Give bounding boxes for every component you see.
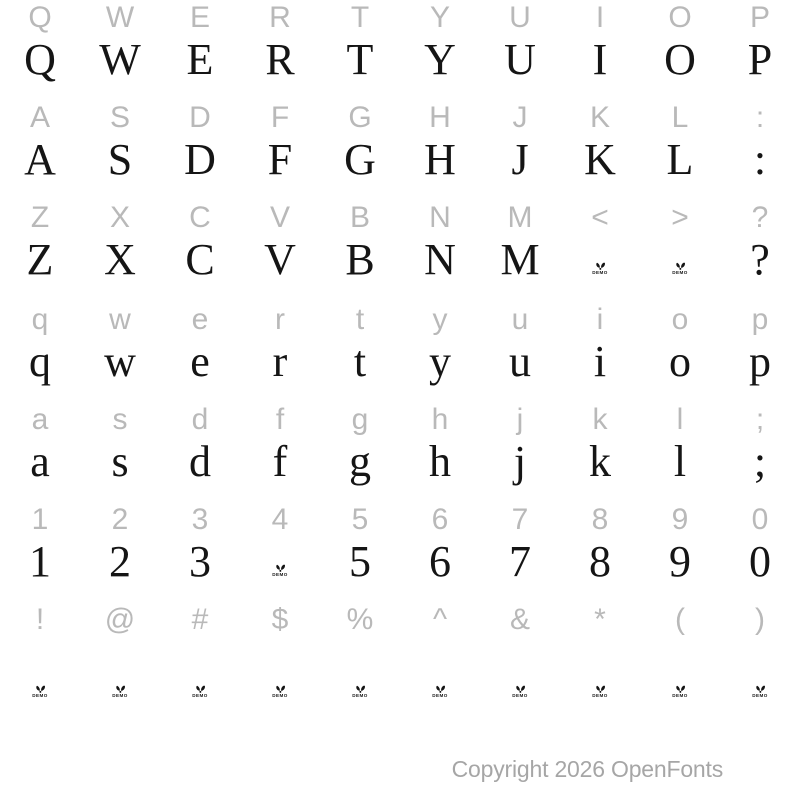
reference-glyph: R xyxy=(269,1,291,34)
specimen-glyph: E xyxy=(186,35,214,84)
reference-glyph: s xyxy=(112,403,128,436)
demo-glyph-cell xyxy=(160,661,240,705)
demo-placeholder-glyph xyxy=(592,683,608,699)
specimen-glyph: 5 xyxy=(349,537,371,586)
reference-glyph: U xyxy=(509,1,531,34)
reference-glyph: K xyxy=(589,101,610,134)
reference-glyph: B xyxy=(349,201,370,234)
specimen-glyph: F xyxy=(267,135,293,184)
reference-glyph: ( xyxy=(675,603,685,636)
reference-glyph: r xyxy=(275,303,285,336)
specimen-glyph: 6 xyxy=(429,537,451,586)
demo-label: DEMO xyxy=(432,693,448,698)
specimen-glyph: : xyxy=(753,135,767,184)
demo-label: DEMO xyxy=(592,270,608,275)
reference-glyph: ^ xyxy=(432,603,448,636)
specimen-glyph: 7 xyxy=(509,537,531,586)
specimen-glyph: l xyxy=(673,437,687,486)
reference-glyph: I xyxy=(595,1,605,34)
specimen-row xyxy=(0,437,800,486)
specimen-glyph: U xyxy=(504,35,536,84)
reference-glyph: J xyxy=(512,101,528,134)
reference-glyph: 8 xyxy=(591,503,609,536)
demo-leaf-ornament-icon xyxy=(673,683,688,693)
demo-leaf-ornament-icon xyxy=(673,260,688,270)
specimen-glyph: Q xyxy=(24,35,56,84)
demo-label: DEMO xyxy=(672,693,688,698)
reference-glyph: # xyxy=(191,603,209,636)
reference-glyph: u xyxy=(511,303,529,336)
reference-glyph: < xyxy=(591,201,609,234)
specimen-glyph: ? xyxy=(750,235,770,284)
specimen-glyph: Y xyxy=(424,35,456,84)
specimen-glyph: i xyxy=(593,337,607,386)
demo-placeholder-glyph xyxy=(272,683,288,699)
specimen-glyph: V xyxy=(264,235,296,284)
reference-glyph: @ xyxy=(104,603,136,636)
demo-label: DEMO xyxy=(352,693,368,698)
specimen-glyph: W xyxy=(99,35,141,84)
demo-placeholder-glyph xyxy=(512,683,528,699)
specimen-glyph: G xyxy=(344,135,376,184)
reference-glyph: F xyxy=(270,101,290,134)
demo-placeholder-glyph xyxy=(592,260,608,276)
specimen-glyph: t xyxy=(353,337,367,386)
demo-glyph-cell xyxy=(80,661,160,705)
demo-glyph-cell xyxy=(720,661,800,705)
reference-row xyxy=(0,505,800,535)
specimen-glyph: 9 xyxy=(669,537,691,586)
demo-glyph-cell xyxy=(640,238,720,282)
reference-glyph: A xyxy=(29,101,50,134)
reference-glyph: > xyxy=(671,201,689,234)
demo-placeholder-glyph xyxy=(432,683,448,699)
specimen-glyph: 8 xyxy=(589,537,611,586)
specimen-row xyxy=(0,235,800,284)
reference-glyph: 5 xyxy=(351,503,369,536)
specimen-glyph: H xyxy=(424,135,456,184)
demo-glyph-cell xyxy=(240,661,320,705)
reference-glyph: & xyxy=(509,603,530,636)
demo-glyph-cell xyxy=(400,661,480,705)
specimen-glyph: q xyxy=(29,337,51,386)
specimen-row xyxy=(0,35,800,84)
reference-glyph: ! xyxy=(35,603,45,636)
demo-placeholder-glyph xyxy=(672,683,688,699)
specimen-row xyxy=(0,537,800,586)
reference-glyph: j xyxy=(516,403,524,436)
reference-glyph: Z xyxy=(30,201,50,234)
reference-glyph: P xyxy=(749,1,770,34)
demo-leaf-ornament-icon xyxy=(753,683,768,693)
reference-glyph: d xyxy=(191,403,209,436)
reference-glyph: y xyxy=(432,303,448,336)
specimen-glyph: R xyxy=(265,35,295,84)
demo-placeholder-glyph xyxy=(192,683,208,699)
specimen-glyph: h xyxy=(429,437,451,486)
reference-glyph: 1 xyxy=(31,503,49,536)
copyright-text: Copyright 2026 OpenFonts xyxy=(451,756,723,782)
reference-glyph: * xyxy=(594,603,606,636)
specimen-glyph: T xyxy=(346,35,374,84)
reference-glyph: : xyxy=(755,101,765,134)
reference-glyph: 3 xyxy=(191,503,209,536)
reference-glyph: a xyxy=(31,403,49,436)
reference-glyph: % xyxy=(346,603,374,636)
demo-placeholder-glyph xyxy=(752,683,768,699)
reference-glyph: k xyxy=(592,403,608,436)
specimen-glyph: K xyxy=(584,135,616,184)
reference-glyph: 4 xyxy=(271,503,289,536)
demo-glyph-cell xyxy=(480,661,560,705)
demo-label: DEMO xyxy=(272,572,288,577)
specimen-row xyxy=(0,337,800,386)
demo-placeholder-glyph xyxy=(32,683,48,699)
specimen-glyph: ; xyxy=(753,437,767,486)
specimen-row xyxy=(0,661,800,705)
reference-glyph: L xyxy=(671,101,689,134)
demo-label: DEMO xyxy=(272,693,288,698)
reference-glyph: M xyxy=(507,201,533,234)
reference-glyph: 0 xyxy=(751,503,769,536)
reference-glyph: 7 xyxy=(511,503,529,536)
reference-glyph: f xyxy=(275,403,285,436)
reference-glyph: O xyxy=(668,1,692,34)
reference-glyph: V xyxy=(269,201,290,234)
demo-glyph-cell xyxy=(320,661,400,705)
reference-glyph: S xyxy=(109,101,130,134)
reference-glyph: G xyxy=(348,101,372,134)
specimen-glyph: O xyxy=(664,35,696,84)
specimen-glyph: e xyxy=(190,337,210,386)
reference-glyph: 9 xyxy=(671,503,689,536)
specimen-glyph: J xyxy=(511,135,529,184)
specimen-glyph: I xyxy=(592,35,608,84)
demo-leaf-ornament-icon xyxy=(353,683,368,693)
demo-label: DEMO xyxy=(752,693,768,698)
reference-glyph: W xyxy=(105,1,135,34)
specimen-glyph: y xyxy=(429,337,451,386)
specimen-glyph: p xyxy=(749,337,771,386)
reference-glyph: i xyxy=(596,303,604,336)
specimen-glyph: o xyxy=(669,337,691,386)
reference-glyph: ; xyxy=(755,403,765,436)
demo-label: DEMO xyxy=(112,693,128,698)
reference-glyph: o xyxy=(671,303,689,336)
specimen-glyph: s xyxy=(111,437,129,486)
specimen-glyph: k xyxy=(589,437,611,486)
reference-glyph: g xyxy=(351,403,369,436)
reference-glyph: h xyxy=(431,403,449,436)
specimen-glyph: g xyxy=(349,437,371,486)
reference-glyph: e xyxy=(191,303,209,336)
reference-row xyxy=(0,3,800,33)
reference-glyph: 6 xyxy=(431,503,449,536)
reference-glyph: 2 xyxy=(111,503,129,536)
reference-glyph: X xyxy=(109,201,130,234)
reference-glyph: Q xyxy=(28,1,52,34)
reference-glyph: E xyxy=(189,1,210,34)
demo-leaf-ornament-icon xyxy=(593,683,608,693)
specimen-glyph: j xyxy=(513,437,527,486)
demo-glyph-cell xyxy=(560,661,640,705)
demo-placeholder-glyph xyxy=(112,683,128,699)
specimen-glyph: Z xyxy=(26,235,54,284)
reference-row xyxy=(0,405,800,435)
reference-glyph: H xyxy=(429,101,451,134)
specimen-glyph: B xyxy=(345,235,375,284)
specimen-glyph: u xyxy=(509,337,531,386)
demo-leaf-ornament-icon xyxy=(513,683,528,693)
specimen-glyph: a xyxy=(30,437,50,486)
specimen-glyph: 0 xyxy=(749,537,771,586)
reference-row xyxy=(0,305,800,335)
demo-leaf-ornament-icon xyxy=(433,683,448,693)
demo-leaf-ornament-icon xyxy=(273,562,288,572)
specimen-glyph: d xyxy=(189,437,211,486)
specimen-glyph: f xyxy=(272,437,288,486)
specimen-glyph: C xyxy=(185,235,215,284)
specimen-glyph: L xyxy=(666,135,694,184)
specimen-glyph: P xyxy=(747,35,773,84)
demo-placeholder-glyph xyxy=(672,260,688,276)
demo-glyph-cell xyxy=(0,661,80,705)
specimen-glyph: D xyxy=(184,135,216,184)
demo-label: DEMO xyxy=(512,693,528,698)
specimen-glyph: w xyxy=(104,337,136,386)
reference-row xyxy=(0,605,800,635)
reference-glyph: l xyxy=(676,403,684,436)
reference-glyph: C xyxy=(189,201,211,234)
reference-row xyxy=(0,103,800,133)
reference-glyph: ) xyxy=(755,603,765,636)
reference-glyph: T xyxy=(350,1,370,34)
demo-label: DEMO xyxy=(192,693,208,698)
demo-glyph-cell xyxy=(640,661,720,705)
demo-label: DEMO xyxy=(672,270,688,275)
demo-placeholder-glyph xyxy=(352,683,368,699)
demo-leaf-ornament-icon xyxy=(113,683,128,693)
specimen-glyph: N xyxy=(424,235,456,284)
specimen-glyph: r xyxy=(272,337,288,386)
specimen-glyph: A xyxy=(24,135,56,184)
demo-leaf-ornament-icon xyxy=(273,683,288,693)
reference-glyph: t xyxy=(355,303,365,336)
specimen-row xyxy=(0,135,800,184)
reference-glyph: N xyxy=(429,201,451,234)
reference-glyph: p xyxy=(751,303,769,336)
demo-glyph-cell xyxy=(560,238,640,282)
reference-glyph: ? xyxy=(751,201,769,234)
reference-glyph: q xyxy=(31,303,49,336)
demo-glyph-cell xyxy=(240,540,320,584)
specimen-glyph: 2 xyxy=(109,537,131,586)
reference-row xyxy=(0,203,800,233)
specimen-glyph: 3 xyxy=(189,537,211,586)
demo-placeholder-glyph xyxy=(272,562,288,578)
specimen-glyph: M xyxy=(500,235,540,284)
specimen-glyph: X xyxy=(104,235,136,284)
specimen-glyph: 1 xyxy=(29,537,51,586)
demo-leaf-ornament-icon xyxy=(593,260,608,270)
reference-glyph: w xyxy=(109,303,131,336)
specimen-glyph: S xyxy=(107,135,133,184)
reference-glyph: Y xyxy=(429,1,450,34)
demo-leaf-ornament-icon xyxy=(193,683,208,693)
reference-glyph: $ xyxy=(271,603,289,636)
demo-label: DEMO xyxy=(592,693,608,698)
reference-glyph: D xyxy=(189,101,211,134)
demo-label: DEMO xyxy=(32,693,48,698)
demo-leaf-ornament-icon xyxy=(33,683,48,693)
